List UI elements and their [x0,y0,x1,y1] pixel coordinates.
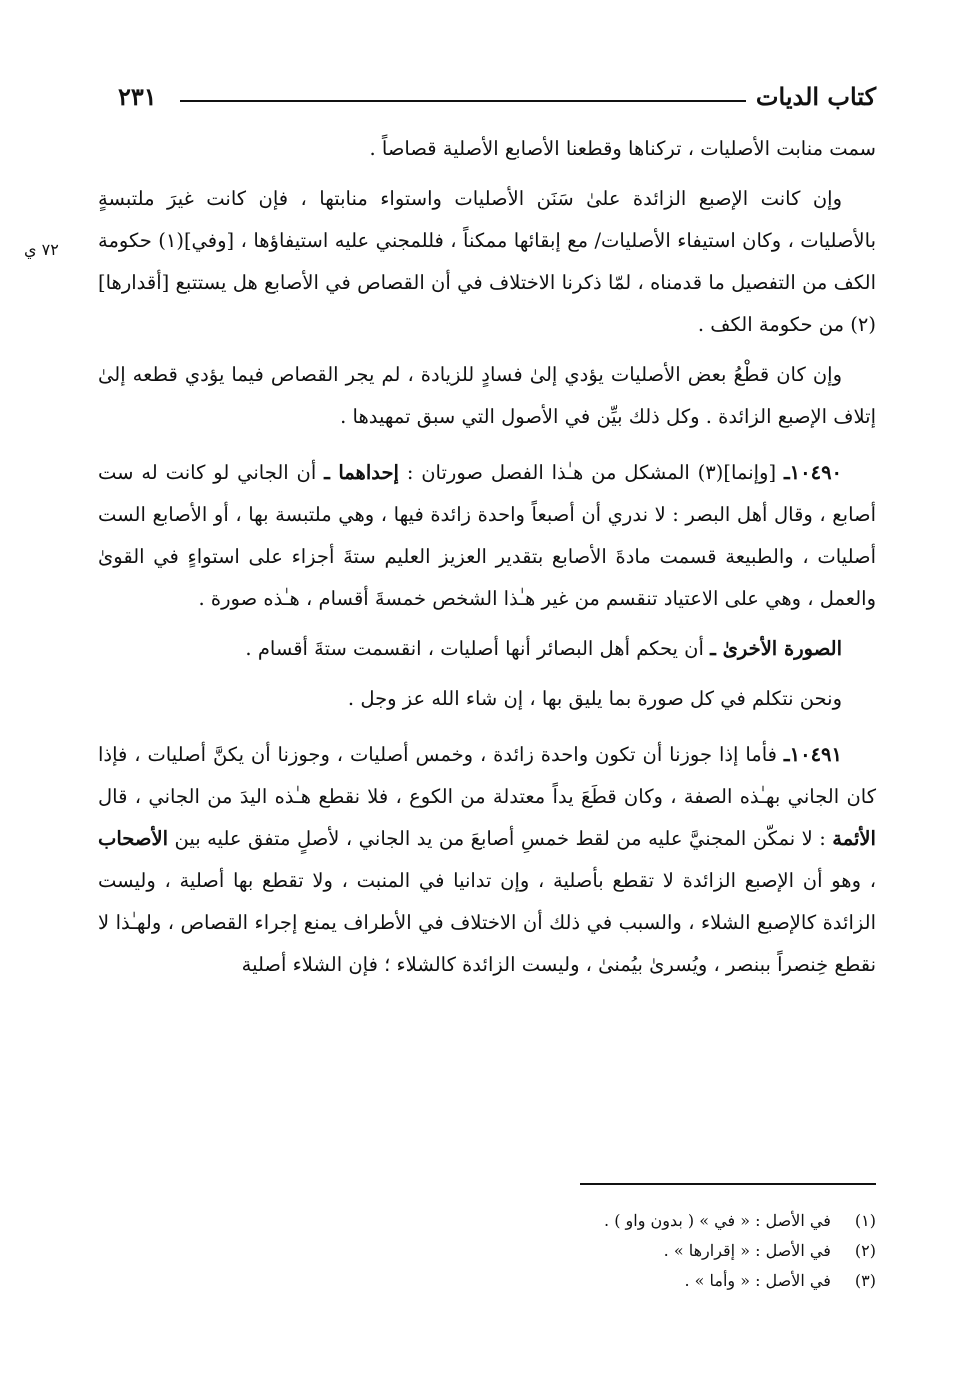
section-10491 [98,734,876,986]
footnote-text: في الأصل : « وأما » . [684,1271,831,1290]
page-header [118,78,876,118]
section-10490 [98,452,876,620]
section-number: ١٠٤٩١ـ [783,743,843,766]
imams-term: الأئمة [832,827,876,850]
footnote-3 [200,1266,876,1296]
paragraph-3: وإن كان قطْعُ بعض الأصليات يؤدي إلىٰ فسادٍ للزيادة ، لم يجر القصاص فيما يؤدي قطعه إلىٰ إتلاف الإصبع الزائدة . وكل ذلك بيِّن في الأصول التي سبق تمهيدها . [98,363,876,428]
second-case-label: الصورة الأخرىٰ ـ [710,637,842,660]
manuscript-folio-note: ٧٢ ي [24,240,59,259]
first-case-label: إحداهما ـ [324,461,399,484]
footnotes [200,1206,876,1296]
section-number: ١٠٤٩٠ـ [783,461,843,484]
footnote-text: في الأصل : « في » ( بدون واو ) . [604,1211,831,1230]
section-closing: ونحن نتكلم في كل صورة بما يليق بها ، إن شاء الله عز وجل . [347,687,842,710]
section-text-b: : لا نمكّن المجنيَّ عليه من لقط خمسِ أصابعَ من يد الجاني ، لأصلٍ متفق عليه بين [174,827,826,850]
companions-term: الأصحاب [98,827,168,850]
second-case-text: أن يحكم أهل البصائر أنها أصليات ، انقسمت ستةَ أقسام . [245,637,704,660]
page-body [98,128,876,994]
footnote-rule [580,1183,876,1185]
section-text-c: ، وهو أن الإصبع الزائدة لا تقطع بأصلية ، وإن تدانيا في المنبت ، ولا تقطع بها أصلية ، وليست الزائدة كالإصبع الشلاء ، والسبب في ذلك أن الاختلاف في الأطراف يمنع إجراء القصاص ، ولهـٰذا لا نقطع خِنصراً ببنصر ، ويُسرىٰ بيُمنىٰ ، وليست الزائدة كالشلاء ؛ فإن الشلاء أصلية [98,869,876,976]
running-title: كتاب الديات [755,82,876,111]
footnote-number: (٢) [854,1241,876,1260]
page-number: ٢٣١ [118,82,157,111]
first-case-text: أن الجاني لو كانت له ست أصابع ، وقال أهل البصر : لا ندري أن أصبعاً واحدة زائدة فيها ، وهي ملتبسة بها ، أو الأصابع الست أصليات ، والطبيعة قسمت مادةَ الأصابع بتقدير العزيز العليم ستةَ أجزاء على استواءٍ في القوىٰ والعمل ، وهي على الاعتياد تنقسم من غير هـٰذا الشخص خمسةَ أقسام ، هـٰذه صورة . [98,461,876,610]
footnote-text: في الأصل : « إقرارها » . [663,1241,831,1260]
footnote-number: (١) [854,1211,876,1230]
section-intro: [وإنما](٣) المشكل من هـٰذا الفصل صورتان : [406,461,777,484]
second-case [98,628,876,670]
footnote-2 [200,1236,876,1266]
footnote-1 [200,1206,876,1236]
footnote-number: (٣) [854,1271,876,1290]
paragraph-1: سمت منابت الأصليات ، تركناها وقطعنا الأصابع الأصلية قصاصاً . [369,137,876,160]
paragraph-2: وإن كانت الإصبع الزائدة علىٰ سَنَن الأصليات واستواء منابتها ، فإن كانت غيرَ ملتبسةٍ بالأصليات ، وكان استيفاء الأصليات/ مع إبقائها ممكناً ، فللمجني عليه استيفاؤها ، [وفي](١) حكومة الكف من التفصيل ما قدمناه ، لمّا ذكرنا الاختلاف في أن القصاص في الأصابع هل يستتبع [أقدارها](٢) من حكومة الكف . [98,187,876,336]
section-text-a: فأما إذا جوزنا أن تكون واحدة زائدة ، وخمس أصليات ، وجوزنا أن يكنَّ أصليات ، فإذا كان الجاني بهـٰذه الصفة ، وكان قطَعَ يداً معتدلة من الكوع ، فلا نقطع هـٰذه اليدَ من الجاني ، قال [98,743,876,808]
header-rule [180,100,746,102]
